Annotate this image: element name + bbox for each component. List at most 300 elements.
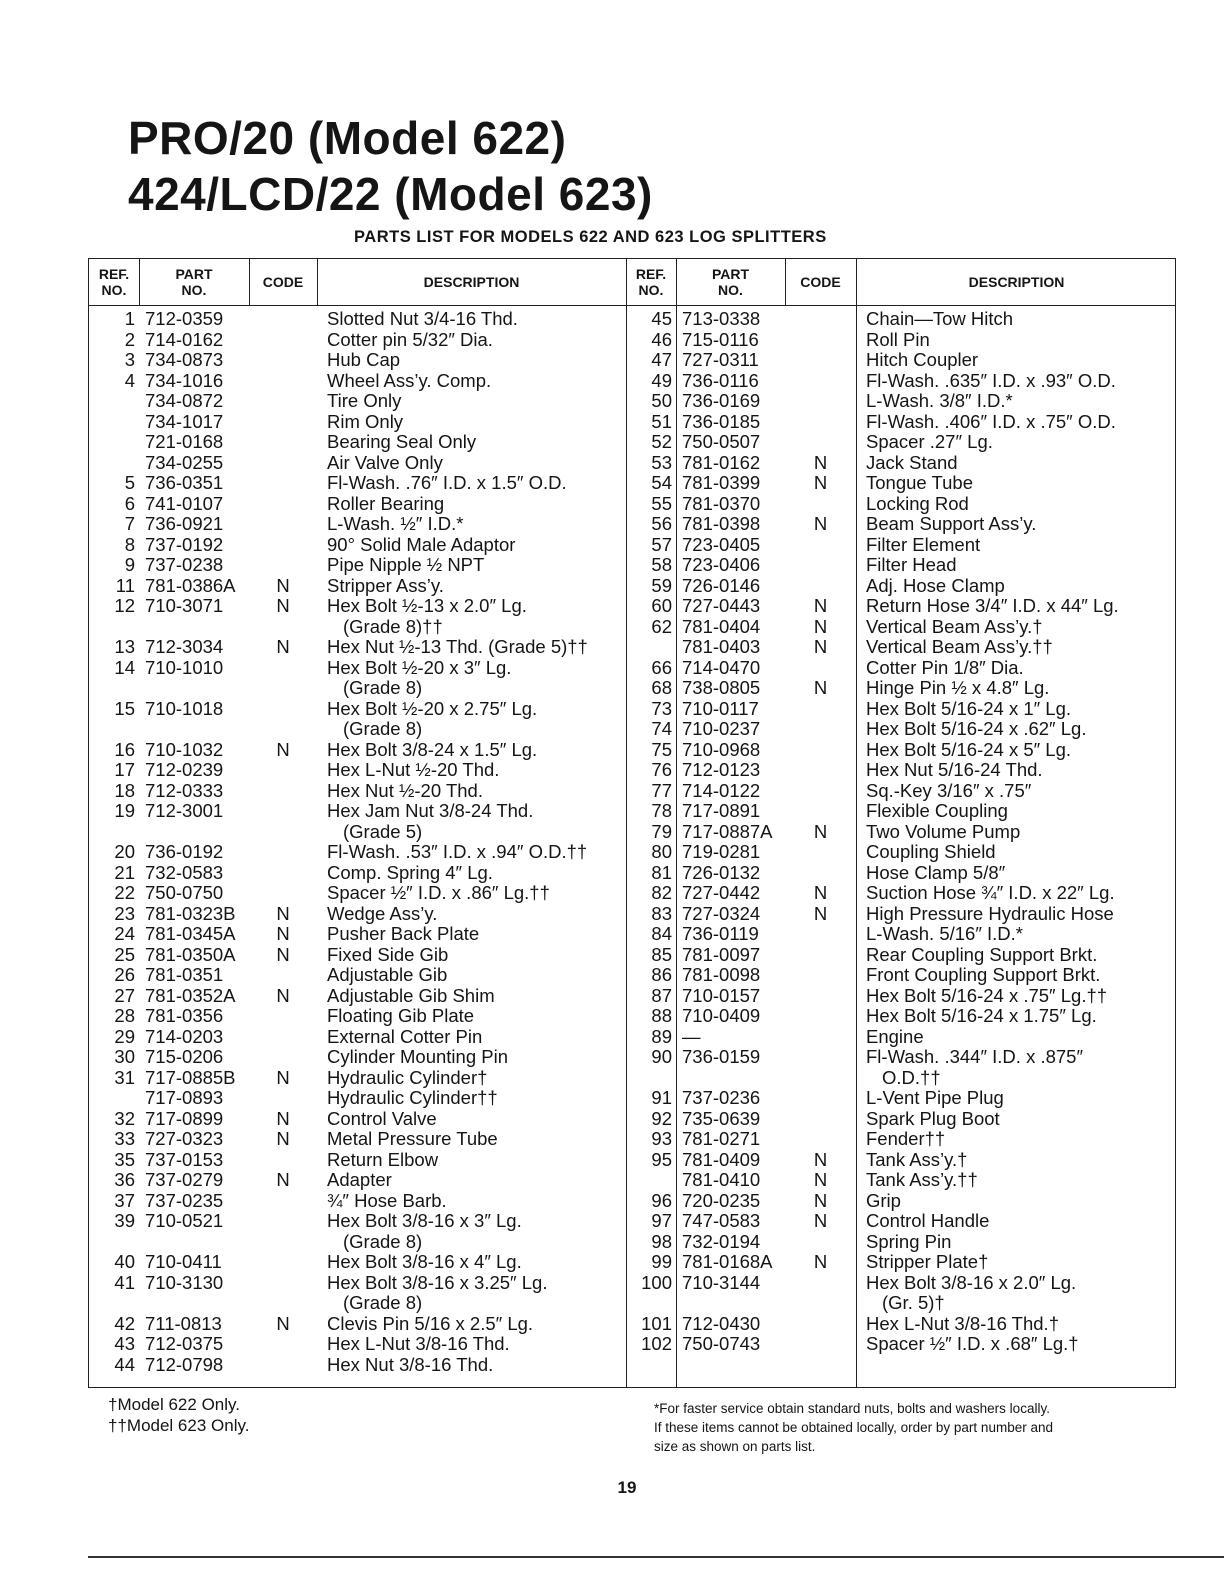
part-number: 781-0403 (682, 636, 761, 657)
part-number: 781-0097 (682, 943, 761, 965)
ref-number: 96 (651, 1189, 672, 1211)
parts-row (89, 493, 626, 514)
ref-number: 47 (651, 349, 672, 370)
parts-row (626, 800, 1177, 821)
part-number: 726-0132 (682, 861, 761, 883)
column-header-line: PART (711, 266, 750, 282)
ref-number: 1 (124, 308, 135, 329)
ref-number: 68 (651, 677, 672, 698)
description: Pipe Nipple ½ NPT (327, 554, 485, 575)
parts-row (626, 554, 1177, 575)
description: Floating Gib Plate (327, 1005, 475, 1026)
ref-number: 56 (651, 513, 672, 534)
description: Hex Bolt 3/8-16 x 3″ Lg. (327, 1210, 522, 1231)
part-number: 736-0159 (682, 1046, 761, 1067)
part-number: 781-0370 (682, 492, 761, 514)
part-number: 727-0443 (682, 595, 761, 616)
part-number: 781-0098 (682, 964, 761, 985)
code: N (276, 595, 290, 616)
ref-number: 60 (651, 595, 672, 616)
parts-row (89, 1272, 626, 1293)
part-number: 736-0192 (145, 841, 224, 862)
description: Sq.-Key 3/16″ x .75″ (866, 779, 1032, 801)
part-number: 737-0236 (682, 1087, 761, 1108)
part-number: 781-0409 (682, 1148, 761, 1170)
parts-row (89, 452, 626, 473)
description: Hex Bolt 3/8-16 x 3.25″ Lg. (327, 1271, 548, 1293)
code: N (813, 820, 828, 842)
ref-number: 30 (114, 1046, 135, 1067)
ref-number: 76 (651, 759, 672, 780)
part-number: 714-0203 (145, 1025, 224, 1047)
part-number: 734-0873 (145, 349, 224, 370)
description: (Grade 8) (343, 677, 423, 698)
ref-number: 51 (651, 410, 672, 432)
code: N (276, 923, 290, 944)
description: Cotter Pin 1/8″ Dia. (866, 656, 1024, 678)
description: Tank Ass’y.†† (866, 1169, 978, 1190)
ref-number: 93 (651, 1128, 672, 1149)
parts-row (626, 964, 1177, 985)
description: Chain—Tow Hitch (866, 308, 1014, 329)
description: Hex Bolt ½-20 x 2.75″ Lg. (327, 697, 538, 719)
part-number: 781-0271 (682, 1128, 761, 1149)
part-number: 727-0323 (145, 1128, 224, 1149)
description: O.D.†† (882, 1066, 941, 1088)
ref-number: 9 (124, 554, 135, 575)
parts-row (89, 431, 626, 452)
ref-number: 26 (114, 964, 135, 985)
part-number: — (682, 1025, 701, 1047)
ref-number: 75 (651, 738, 672, 760)
description: Tire Only (327, 390, 402, 411)
parts-row (626, 472, 1177, 493)
part-number: 750-0507 (682, 431, 761, 452)
parts-row (626, 780, 1177, 801)
ref-number: 17 (114, 759, 135, 780)
ref-number: 99 (651, 1251, 672, 1272)
column-header-line: NO. (718, 282, 743, 298)
description: Adapter (327, 1169, 392, 1190)
parts-row (626, 329, 1177, 350)
ref-number: 27 (114, 984, 135, 1006)
ref-number: 58 (651, 554, 672, 575)
ref-number: 86 (651, 964, 672, 985)
column-header-line: NO. (638, 282, 664, 298)
ref-number: 50 (651, 390, 672, 411)
column-header-line: NO. (101, 282, 127, 298)
part-number: 750-0750 (145, 882, 224, 903)
parts-row (626, 411, 1177, 432)
part-number: 734-1017 (145, 410, 224, 432)
parts-row (626, 513, 1177, 534)
parts-row (626, 759, 1177, 780)
description: Locking Rod (866, 492, 969, 514)
ref-number: 102 (641, 1333, 672, 1354)
part-number: 712-3001 (145, 800, 224, 821)
parts-row (626, 595, 1177, 616)
column-header (317, 259, 626, 305)
parts-row (626, 1292, 1177, 1313)
code: N (813, 472, 828, 493)
ref-number: 90 (651, 1046, 672, 1067)
description: Hex Bolt 3/8-24 x 1.5″ Lg. (327, 738, 538, 760)
ref-number: 16 (114, 738, 135, 760)
ref-number: 5 (124, 472, 135, 493)
ref-number: 91 (651, 1087, 672, 1108)
parts-row (89, 329, 626, 350)
parts-row (89, 964, 626, 985)
ref-number: 81 (651, 861, 672, 883)
code: N (813, 595, 828, 616)
parts-row (89, 1149, 626, 1170)
part-number: 710-0237 (682, 718, 761, 739)
parts-row (89, 1087, 626, 1108)
description: Hose Clamp 5/8″ (866, 861, 1006, 883)
parts-row (89, 1108, 626, 1129)
part-number: 734-0255 (145, 451, 224, 473)
service-note-line: size as shown on parts list. (654, 1439, 816, 1454)
ref-number: 53 (651, 451, 672, 473)
ref-number: 74 (651, 718, 672, 739)
footnote-model-623: ††Model 623 Only. (108, 1416, 250, 1435)
description: Hex Nut ½-20 Thd. (327, 779, 483, 801)
parts-row (89, 903, 626, 924)
description: Coupling Shield (866, 841, 996, 862)
ref-number: 4 (124, 369, 135, 391)
description: Air Valve Only (327, 451, 443, 473)
description: Spacer .27″ Lg. (866, 431, 993, 452)
ref-number: 98 (651, 1230, 672, 1252)
footnote-model-622: †Model 622 Only. (108, 1395, 240, 1414)
ref-number: 29 (114, 1025, 135, 1047)
parts-row (626, 718, 1177, 739)
parts-row (89, 534, 626, 555)
part-number: 713-0338 (682, 308, 761, 329)
parts-row (89, 370, 626, 391)
parts-row (626, 1210, 1177, 1231)
part-number: 710-1018 (145, 697, 224, 719)
description: Hub Cap (327, 349, 401, 370)
parts-row (89, 1251, 626, 1272)
ref-number: 46 (651, 328, 672, 350)
description: Stripper Ass’y. (327, 574, 444, 596)
part-number: 721-0168 (145, 431, 224, 452)
description: Engine (866, 1025, 924, 1047)
parts-row (89, 1333, 626, 1354)
parts-row (626, 739, 1177, 760)
part-number: 714-0162 (145, 328, 224, 350)
description: Wedge Ass’y. (327, 902, 438, 924)
parts-row (89, 759, 626, 780)
ref-number: 77 (651, 779, 672, 801)
ref-number: 89 (651, 1025, 672, 1047)
parts-row (626, 944, 1177, 965)
parts-row (89, 1128, 626, 1149)
part-number: 732-0583 (145, 861, 224, 883)
parts-row (89, 923, 626, 944)
description: Vertical Beam Ass’y.† (866, 615, 1043, 637)
parts-row (626, 862, 1177, 883)
description: Hex Nut 3/8-16 Thd. (327, 1353, 494, 1375)
parts-row (89, 308, 626, 329)
part-number: 781-0168A (682, 1251, 773, 1272)
part-number: 715-0206 (145, 1046, 224, 1067)
ref-number: 36 (114, 1169, 135, 1190)
part-number: 781-0352A (145, 984, 236, 1006)
model-footnotes (108, 1394, 249, 1436)
part-number: 715-0116 (682, 328, 759, 350)
parts-row (626, 452, 1177, 473)
parts-row (89, 1231, 626, 1252)
part-number: 710-1010 (145, 656, 224, 678)
ref-number: 40 (114, 1251, 135, 1272)
description: Flexible Coupling (866, 800, 1008, 821)
ref-number: 95 (651, 1148, 672, 1170)
ref-number: 15 (114, 697, 135, 719)
parts-row (89, 800, 626, 821)
parts-row (626, 1231, 1177, 1252)
part-number: 727-0324 (682, 902, 761, 924)
parts-row (89, 349, 626, 370)
parts-row (89, 1067, 626, 1088)
parts-row (89, 944, 626, 965)
part-number: 781-0323B (145, 902, 236, 924)
code: N (813, 1210, 828, 1231)
ref-number: 6 (124, 492, 135, 514)
code: N (813, 902, 828, 924)
parts-row (89, 411, 626, 432)
description: L-Wash. 5/16″ I.D.* (866, 923, 1024, 944)
ref-number: 20 (114, 841, 135, 862)
part-number: 747-0583 (682, 1210, 761, 1231)
description: Clevis Pin 5/16 x 2.5″ Lg. (327, 1312, 534, 1334)
parts-row (626, 1333, 1177, 1354)
description: Tank Ass’y.† (866, 1148, 968, 1170)
description: Control Handle (866, 1210, 990, 1231)
description: Adjustable Gib Shim (327, 984, 495, 1006)
description: Filter Element (866, 533, 981, 555)
description: Roller Bearing (327, 492, 445, 514)
ref-number: 23 (114, 902, 135, 924)
code: N (813, 1189, 828, 1211)
code: N (276, 984, 290, 1006)
description: (Grade 8) (343, 718, 423, 739)
ref-number: 11 (115, 574, 135, 596)
description: Vertical Beam Ass’y.†† (866, 636, 1053, 657)
parts-row (626, 370, 1177, 391)
description: Hex Bolt 3/8-16 x 2.0″ Lg. (866, 1271, 1077, 1293)
description: Cotter pin 5/32″ Dia. (327, 328, 493, 350)
description: Hitch Coupler (866, 349, 979, 370)
ref-number: 39 (114, 1210, 135, 1231)
description: Adj. Hose Clamp (866, 574, 1005, 596)
parts-row (89, 554, 626, 575)
column-header (785, 259, 856, 305)
column-header-line: REF. (635, 266, 667, 282)
code: N (813, 451, 828, 473)
parts-row (89, 1313, 626, 1334)
description: Hex Bolt 5/16-24 x 5″ Lg. (866, 738, 1072, 760)
parts-row (89, 1190, 626, 1211)
part-number: 710-0521 (145, 1210, 224, 1231)
part-number: 723-0406 (682, 554, 761, 575)
description: Hex L-Nut ½-20 Thd. (327, 759, 500, 780)
description: Rim Only (327, 410, 404, 432)
ref-number: 8 (124, 533, 135, 555)
description: (Gr. 5)† (882, 1292, 945, 1313)
description: Fl-Wash. .76″ I.D. x 1.5″ O.D. (327, 472, 567, 493)
title-line-model-623: 424/LCD/22 (Model 623) (128, 168, 653, 220)
code: N (813, 513, 828, 534)
part-number: 720-0235 (682, 1189, 761, 1211)
ref-number: 32 (114, 1107, 135, 1129)
column-header (89, 259, 139, 305)
ref-number: 73 (651, 697, 672, 719)
column-header (626, 259, 676, 305)
part-number: 717-0893 (145, 1087, 224, 1108)
description: Return Hose 3/4″ I.D. x 44″ Lg. (866, 595, 1119, 616)
part-number: 750-0743 (682, 1333, 761, 1354)
description: Hydraulic Cylinder† (327, 1066, 488, 1088)
ref-number: 18 (114, 779, 135, 801)
description: Return Elbow (327, 1148, 439, 1170)
description: Hex L-Nut 3/8-16 Thd.† (866, 1312, 1059, 1334)
part-number: 710-0157 (682, 984, 761, 1006)
column-header (676, 259, 785, 305)
part-number: 781-0345A (145, 923, 236, 944)
part-number: 712-0359 (145, 308, 224, 329)
ref-number: 21 (114, 861, 135, 883)
part-number: 737-0279 (145, 1169, 224, 1190)
ref-number: 3 (124, 349, 135, 370)
ref-number: 82 (651, 882, 672, 903)
ref-number: 54 (651, 472, 672, 493)
description: Fixed Side Gib (327, 943, 449, 965)
parts-row (89, 841, 626, 862)
parts-row (626, 1087, 1177, 1108)
part-number: 710-1032 (145, 738, 224, 760)
parts-table (88, 258, 1176, 1388)
part-number: 712-0123 (682, 759, 761, 780)
part-number: 781-0350A (145, 943, 236, 965)
part-number: 732-0194 (682, 1230, 761, 1252)
parts-row (626, 1128, 1177, 1149)
description: L-Vent Pipe Plug (866, 1087, 1004, 1108)
part-number: 781-0398 (682, 513, 761, 534)
part-number: 737-0192 (145, 533, 224, 555)
code: N (276, 1169, 290, 1190)
description: Pusher Back Plate (327, 923, 480, 944)
parts-row (626, 821, 1177, 842)
parts-row (626, 1251, 1177, 1272)
code: N (813, 1251, 828, 1272)
part-number: 735-0639 (682, 1107, 761, 1129)
ref-number: 44 (114, 1353, 135, 1375)
part-number: 717-0887A (682, 820, 773, 842)
part-number: 719-0281 (682, 841, 761, 862)
parts-row (626, 1046, 1177, 1067)
description: (Grade 8) (343, 1292, 423, 1313)
parts-row (626, 657, 1177, 678)
parts-row (89, 616, 626, 637)
parts-row (626, 1149, 1177, 1170)
part-number: 781-0410 (682, 1169, 761, 1190)
description: Spark Plug Boot (866, 1107, 1000, 1129)
part-number: 712-0239 (145, 759, 224, 780)
part-number: 714-0470 (682, 656, 761, 678)
part-number: 710-0117 (682, 697, 759, 719)
parts-list-subtitle: PARTS LIST FOR MODELS 622 AND 623 LOG SPLITTERS (354, 228, 827, 246)
part-number: 710-3144 (682, 1271, 761, 1293)
description: Bearing Seal Only (327, 431, 477, 452)
part-number: 738-0805 (682, 677, 761, 698)
part-number: 781-0386A (145, 574, 236, 596)
description: Hex Bolt 5/16-24 x 1″ Lg. (866, 697, 1072, 719)
code: N (276, 738, 290, 760)
ref-number: 33 (114, 1128, 135, 1149)
part-number: 736-0185 (682, 410, 761, 432)
part-number: 714-0122 (682, 779, 761, 801)
parts-row (89, 575, 626, 596)
code: N (276, 1312, 290, 1334)
parts-row (626, 349, 1177, 370)
ref-number: 12 (114, 595, 135, 616)
column-header-line: CODE (262, 274, 304, 290)
ref-number: 37 (114, 1189, 135, 1211)
part-number: 712-0375 (145, 1333, 224, 1354)
ref-number: 87 (651, 984, 672, 1006)
code: N (813, 1148, 828, 1170)
description: Cylinder Mounting Pin (327, 1046, 508, 1067)
description: Hex Bolt 5/16-24 x .75″ Lg.†† (866, 984, 1108, 1006)
part-number: 736-0169 (682, 390, 761, 411)
description: Slotted Nut 3/4-16 Thd. (327, 308, 518, 329)
description: Roll Pin (866, 328, 930, 350)
parts-row (89, 739, 626, 760)
parts-row (89, 1354, 626, 1375)
part-number: 727-0442 (682, 882, 761, 903)
parts-row (626, 534, 1177, 555)
parts-row (89, 862, 626, 883)
service-note-line: *For faster service obtain standard nuts, bolts and washers locally. (654, 1401, 1050, 1416)
description: Comp. Spring 4″ Lg. (327, 861, 493, 883)
code: N (813, 615, 828, 637)
description: Hex Bolt ½-13 x 2.0″ Lg. (327, 595, 527, 616)
description: Spacer ½″ I.D. x .68″ Lg.† (866, 1333, 1079, 1354)
column-header-line: DESCRIPTION (423, 274, 520, 290)
column-header-line: DESCRIPTION (968, 274, 1065, 290)
ref-number: 14 (114, 656, 135, 678)
ref-number: 49 (651, 369, 672, 391)
description: Hex Bolt ½-20 x 3″ Lg. (327, 656, 512, 678)
parts-row (626, 677, 1177, 698)
ref-number: 43 (114, 1333, 135, 1354)
parts-row (626, 575, 1177, 596)
parts-row (626, 1026, 1177, 1047)
code: N (276, 1066, 290, 1088)
description: Spacer ½″ I.D. x .86″ Lg.†† (327, 882, 550, 903)
part-number: 737-0238 (145, 554, 224, 575)
part-number: 710-0409 (682, 1005, 761, 1026)
column-header-line: REF. (98, 266, 130, 282)
part-number: 712-0430 (682, 1312, 761, 1334)
description: Control Valve (327, 1107, 437, 1129)
ref-number: 88 (651, 1005, 672, 1026)
description: External Cotter Pin (327, 1025, 483, 1047)
part-number: 736-0921 (145, 513, 224, 534)
part-number: 712-0333 (145, 779, 224, 801)
